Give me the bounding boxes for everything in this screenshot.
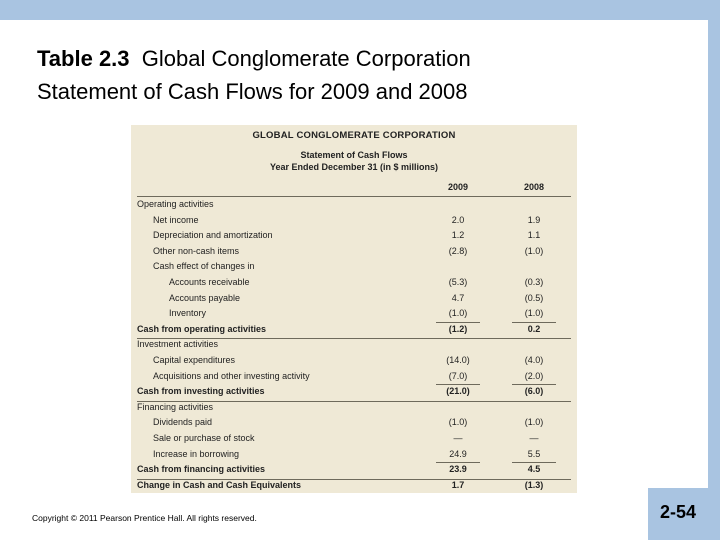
table-row [131,307,577,323]
value-2009: (1.0) [448,417,468,428]
row-label: Cash effect of changes in [153,261,255,272]
value-2008: 1.1 [527,230,541,241]
section-divider [137,479,571,480]
table-row [131,416,577,432]
value-2009: — [453,433,463,443]
column-header-2008: 2008 [523,182,545,192]
table-row [131,385,577,401]
page-number: 2-54 [659,502,697,522]
section-divider [137,401,571,402]
row-label: Acquisitions and other investing activity [153,370,310,381]
value-2009: 4.7 [451,292,465,303]
table-row [131,432,577,448]
value-2008: 5.5 [527,448,541,459]
value-2008: — [529,433,539,443]
value-2008: (0.5) [524,292,544,303]
table-row [131,448,577,464]
table-row [131,463,577,479]
value-2008: (6.0) [524,386,544,397]
table-row [131,292,577,308]
value-2008: 0.2 [527,323,541,334]
row-label: Net income [153,214,199,225]
column-header-2009: 2009 [447,182,469,192]
subtotal-underline [512,384,556,385]
value-2009: (1.2) [448,323,468,334]
value-2009: (1.0) [448,308,468,319]
value-2009: (5.3) [448,277,468,287]
row-label: Cash from investing activities [137,386,265,397]
cash-flow-table [131,125,577,493]
title-line-2: Statement of Cash Flows for 2009 and 2008 [37,79,468,104]
value-2009: 1.2 [451,230,465,241]
subtotal-underline [512,322,556,323]
copyright-notice: Copyright © 2011 Pearson Prentice Hall. All rights reserved. [32,513,257,523]
value-2009: 2.0 [451,214,465,225]
header-rule [137,196,571,197]
row-label: Dividends paid [153,417,213,428]
top-accent-bar [0,0,720,20]
table-row [131,323,577,339]
table-row [131,214,577,230]
value-2009: 24.9 [449,448,467,459]
table-row [131,198,577,214]
table-row [131,276,577,292]
value-2009: 1.7 [451,479,465,490]
row-label: Cash from financing activities [137,464,266,475]
table-row [131,401,577,417]
title-rest: Global Conglomerate Corporation [141,46,471,71]
value-2008: (1.0) [524,308,544,319]
value-2009: 23.9 [449,464,467,475]
row-label: Inventory [169,308,207,319]
table-period-heading: Year Ended December 31 (in $ millions) [269,162,439,172]
row-label: Change in Cash and Cash Equivalents [137,479,302,490]
table-row [131,370,577,386]
value-2008: (1.0) [524,417,544,428]
section-divider [137,338,571,339]
table-row [131,245,577,261]
row-label: Investment activities [137,339,219,350]
row-label: Depreciation and amortization [153,230,273,241]
row-label: Operating activities [137,199,214,209]
value-2009: (21.0) [446,386,470,397]
table-row [131,354,577,370]
row-label: Other non-cash items [153,245,240,256]
row-label: Cash from operating activities [137,323,267,334]
row-label: Capital expenditures [153,355,236,365]
row-label: Accounts payable [169,292,241,303]
value-2008: (4.0) [524,355,544,365]
right-accent-bar [708,0,720,540]
subtotal-underline [436,462,480,463]
row-label: Increase in borrowing [153,448,240,459]
slide-title [37,42,657,108]
value-2009: (2.8) [448,245,468,256]
table-row [131,338,577,354]
row-label: Financing activities [137,401,214,412]
table-row [131,229,577,245]
value-2009: (14.0) [446,355,470,365]
table-company-heading: GLOBAL CONGLOMERATE CORPORATION [252,130,456,141]
value-2008: (1.3) [524,479,544,490]
row-label: Accounts receivable [169,277,250,287]
value-2008: (2.0) [524,370,544,381]
value-2008: 4.5 [527,464,541,475]
table-row [131,479,577,495]
value-2009: (7.0) [448,370,468,381]
value-2008: (1.0) [524,245,544,256]
subtotal-underline [512,462,556,463]
table-row [131,260,577,276]
value-2008: (0.3) [524,277,544,287]
page-number-badge [648,488,720,540]
value-2008: 1.9 [527,214,541,225]
table-statement-heading: Statement of Cash Flows [300,150,408,160]
row-label: Sale or purchase of stock [153,433,255,443]
title-prefix: Table 2.3 [37,46,130,71]
subtotal-underline [436,322,480,323]
subtotal-underline [436,384,480,385]
